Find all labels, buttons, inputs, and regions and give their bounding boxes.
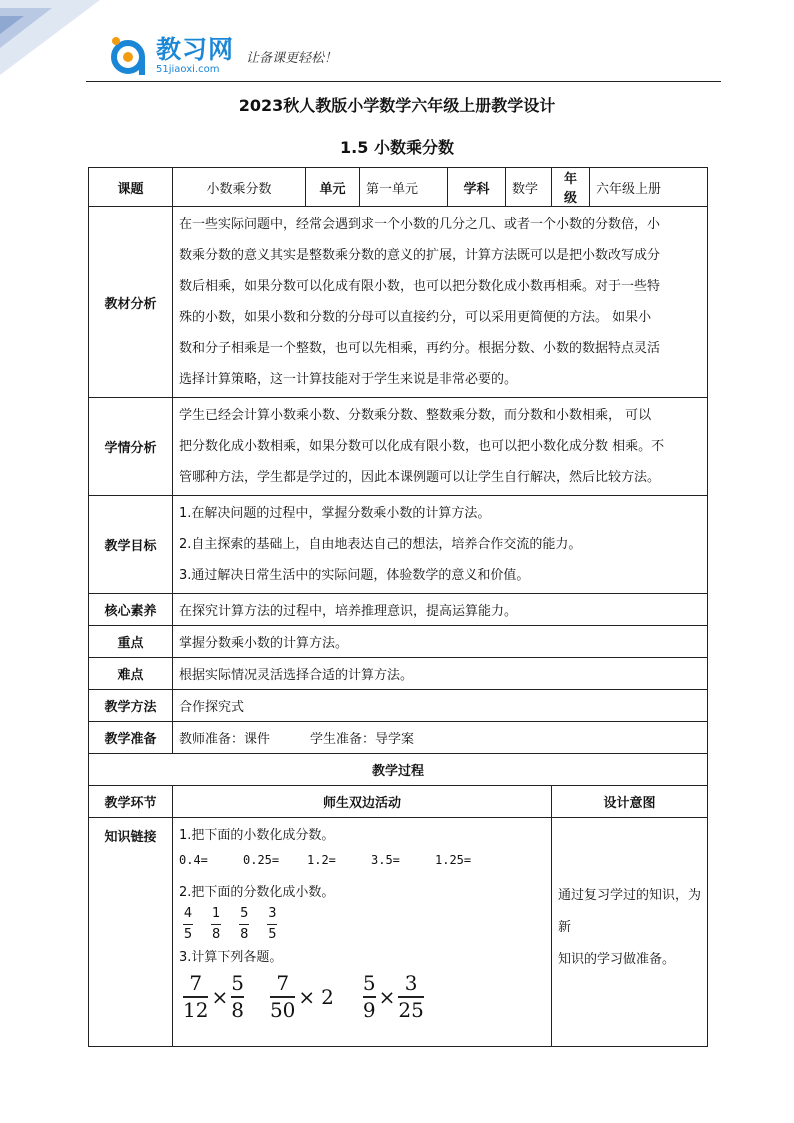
process-row (89, 818, 708, 1047)
goal-row (89, 496, 708, 594)
question-2: 2.把下面的分数化成小数。 (179, 885, 335, 900)
method-text: 合作探究式 (173, 690, 708, 722)
expression (183, 973, 244, 1021)
prep-row (89, 722, 708, 754)
lesson-plan-table (88, 167, 708, 1047)
col-intent-header: 设计意图 (552, 786, 708, 818)
numerator: 7 (189, 971, 203, 996)
corner-decoration (0, 0, 100, 75)
activity-cell (173, 818, 552, 1047)
decimal-item: 0.4= (179, 853, 208, 867)
decimal-item: 0.25= (243, 853, 280, 867)
times-sign: × (378, 985, 396, 1010)
student-line: 管哪种方法，学生都是学过的，因此本课例题可以让学生自行解决，然后比较方法。 (179, 470, 661, 485)
integer-operand: 2 (321, 985, 334, 1010)
col-stage-header: 教学环节 (89, 786, 173, 818)
goal-text (173, 496, 708, 594)
logo-url: 51jiaoxi.com (156, 64, 220, 75)
student-line: 把分数化成小数相乘，如果分数可以化成有限小数，也可以把小数化成分数 相乘。不 (179, 439, 665, 454)
material-line: 在一些实际问题中，经常会遇到求一个小数的几分之几、或者一个小数的分数倍，小 (179, 217, 661, 232)
material-text (173, 207, 708, 398)
grade-label: 年级 (552, 168, 590, 207)
process-title: 教学过程 (89, 754, 708, 786)
fraction-list (183, 906, 545, 942)
times-sign: × (298, 985, 316, 1010)
fraction-denominator: 5 (268, 926, 277, 942)
info-row (89, 168, 708, 207)
method-row (89, 690, 708, 722)
prep-label: 教学准备 (89, 722, 173, 754)
decimal-item: 1.2= (307, 853, 336, 867)
fraction-item (183, 906, 193, 942)
fraction-item (211, 906, 221, 942)
question-1: 1.把下面的小数化成分数。 (179, 828, 335, 843)
material-line: 数乘分数的意义其实是整数乘分数的意义的扩展，计算方法既可以是把小数改写成分 (179, 248, 661, 263)
site-logo (106, 32, 361, 80)
key-text: 掌握分数乘小数的计算方法。 (173, 626, 708, 658)
fraction-item (267, 906, 277, 942)
col-activity-header: 师生双边活动 (173, 786, 552, 818)
numerator: 5 (231, 971, 244, 996)
difficulty-label: 难点 (89, 658, 173, 690)
header-rule (86, 81, 721, 82)
lesson-title: 1.5 小数乘分数 (340, 138, 454, 157)
fraction-numerator: 1 (212, 906, 221, 921)
student-row (89, 398, 708, 496)
goal-label: 教学目标 (89, 496, 173, 594)
unit-value: 第一单元 (360, 168, 448, 207)
numerator: 7 (276, 971, 290, 996)
denominator: 50 (269, 998, 296, 1023)
student-label: 学情分析 (89, 398, 173, 496)
fraction-denominator: 8 (240, 926, 249, 942)
intent-line: 知识的学习做准备。 (558, 952, 676, 967)
intent-line: 通过复习学过的知识，为新 (558, 888, 702, 935)
intent-cell (552, 818, 708, 1047)
fraction-denominator: 5 (183, 926, 193, 942)
core-text: 在探究计算方法的过程中，培养推理意识，提高运算能力。 (173, 594, 708, 626)
difficulty-text: 根据实际情况灵活选择合适的计算方法。 (173, 658, 708, 690)
denominator: 12 (183, 998, 209, 1023)
denominator: 9 (362, 998, 376, 1023)
difficulty-row (89, 658, 708, 690)
fraction-item (239, 906, 249, 942)
numerator: 3 (404, 971, 418, 996)
fraction-denominator: 8 (212, 926, 221, 942)
subject-label: 学科 (448, 168, 506, 207)
stage-label: 知识链接 (89, 818, 173, 1047)
document-title: 2023秋人教版小学数学六年级上册教学设计 (238, 96, 556, 115)
logo-mark-icon (106, 33, 152, 79)
fraction-numerator: 4 (183, 906, 193, 921)
core-label: 核心素养 (89, 594, 173, 626)
fraction-numerator: 5 (240, 906, 249, 921)
material-label: 教材分析 (89, 207, 173, 398)
material-line: 殊的小数，如果小数和分数的分母可以直接约分，可以采用更简便的方法。 如果小 (179, 310, 652, 325)
topic-label: 课题 (89, 168, 173, 207)
numerator: 5 (362, 971, 376, 996)
core-row (89, 594, 708, 626)
denominator: 25 (398, 998, 424, 1023)
prep-teacher: 教师准备：课件 (179, 732, 271, 747)
denominator: 8 (231, 998, 244, 1023)
expression (270, 973, 337, 1021)
subject-value: 数学 (506, 168, 552, 207)
material-line: 数后相乘，如果分数可以化成有限小数，也可以把分数化成小数再相乘。对于一些特 (179, 279, 661, 294)
process-title-row (89, 754, 708, 786)
prep-student: 学生准备：导学案 (310, 732, 415, 747)
decimal-item: 3.5= (371, 853, 400, 867)
material-row (89, 207, 708, 398)
question-3: 3.计算下列各题。 (179, 950, 283, 966)
grade-value: 六年级上册 (590, 168, 708, 207)
expression-list (183, 973, 545, 1021)
slogan: 让备课更轻松！ (246, 50, 338, 66)
process-header-row (89, 786, 708, 818)
unit-label: 单元 (306, 168, 360, 207)
fraction-numerator: 3 (268, 906, 277, 921)
logo-text: 教习网 (156, 35, 235, 64)
material-line: 数和分子相乘是一个整数，也可以先相乘，再约分。根据分数、小数的数据特点灵活 (179, 341, 661, 356)
prep-text (173, 722, 708, 754)
goal-line: 3.通过解决日常生活中的实际问题，体验数学的意义和价值。 (179, 568, 530, 583)
goal-line: 2.自主探索的基础上，自由地表达自己的想法，培养合作交流的能力。 (179, 537, 582, 552)
decimal-list (179, 853, 545, 867)
times-sign: × (211, 985, 229, 1010)
student-text (173, 398, 708, 496)
goal-line: 1.在解决问题的过程中，掌握分数乘小数的计算方法。 (179, 506, 491, 521)
key-label: 重点 (89, 626, 173, 658)
topic-value: 小数乘分数 (173, 168, 306, 207)
expression (363, 973, 424, 1021)
decimal-item: 1.25= (435, 853, 472, 867)
method-label: 教学方法 (89, 690, 173, 722)
key-row (89, 626, 708, 658)
student-line: 学生已经会计算小数乘小数、分数乘分数、整数乘分数，而分数和小数相乘， 可以 (179, 408, 652, 423)
material-line: 选择计算策略，这一计算技能对于学生来说是非常必要的。 (179, 372, 518, 387)
